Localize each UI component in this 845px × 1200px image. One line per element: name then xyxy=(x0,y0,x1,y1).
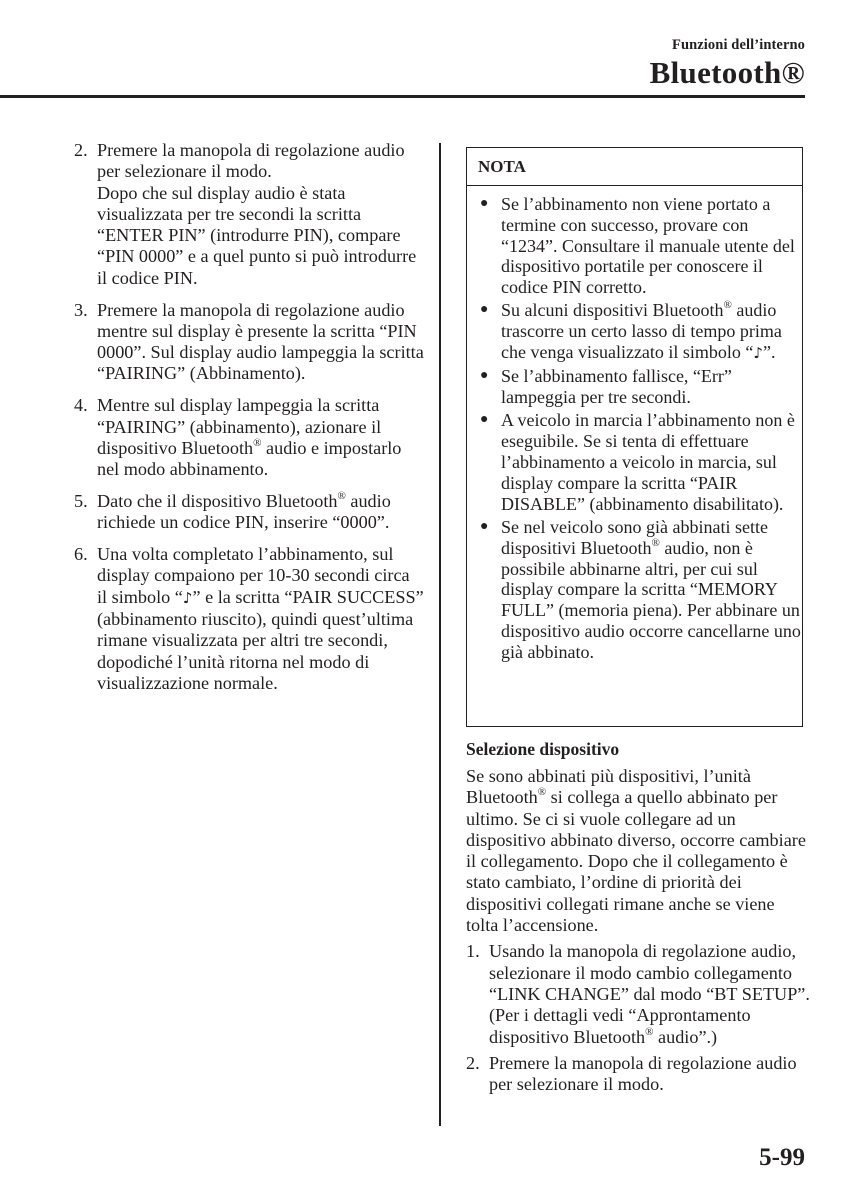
note-text: Su alcuni dispositivi Bluetooth xyxy=(501,300,724,321)
step-text: Premere la manopola di regolazione audio mentre sul display è presente la scritta “PIN 0000”. Sul display audio lampeggia la scritta “PAIRING” (Abbinamento). xyxy=(97,299,424,384)
registered-mark: ® xyxy=(723,299,732,312)
step-text-detail: Dopo che sul display audio è stata visualizzata per tre secondi la scritta “ENTER PIN” (introdurre PIN), compare “PIN 0000” e a quel punto si può introdurre il codice PIN. xyxy=(97,182,417,288)
step-text: audio richiede un codice PIN, inserire “0000”. xyxy=(97,490,391,533)
step-number: 4. xyxy=(74,395,88,416)
intro-text: si collega a quello abbinato per ultimo. Se ci si vuole collegare ad un dispositivo abbinato diverso, occorre cambiare il collegamento. Dopo che il collegamento è stato cambiato, l’ordine di priorità dei dispositivi collegati rimane anche se viene tolta l’accensione. xyxy=(466,787,806,936)
note-item xyxy=(479,517,802,663)
note-text: Se l’abbinamento non viene portato a termine con successo, provare con “1234”. Consultare il manuale utente del dispositivo portatile per conoscere il codice PIN corretto. xyxy=(501,194,795,298)
pairing-steps xyxy=(74,140,424,694)
column-divider xyxy=(439,143,441,1126)
step-number: 1. xyxy=(466,941,480,962)
step-item xyxy=(74,140,424,289)
step-item xyxy=(466,1053,811,1096)
section-header: Funzioni dell’interno xyxy=(671,37,805,53)
step-item xyxy=(466,941,811,1047)
page-number: 5-99 xyxy=(759,1144,805,1171)
step-number: 3. xyxy=(74,299,88,320)
section-title: Selezione dispositivo xyxy=(466,739,620,759)
device-selection-section xyxy=(466,738,811,1100)
step-item xyxy=(74,491,424,534)
step-item xyxy=(74,395,424,480)
music-note-icon: ♪ xyxy=(753,344,763,363)
note-list xyxy=(467,186,802,663)
note-text: ”. xyxy=(763,342,776,363)
bullet-icon: ● xyxy=(480,302,489,318)
link-change-steps xyxy=(466,941,811,1095)
note-text: Se l’abbinamento fallisce, “Err” lampeggia per tre secondi. xyxy=(501,366,732,408)
step-text: ” e la scritta “PAIR SUCCESS” (abbinamento riuscito), quindi quest’ultima rimane visualizzata per altri tre secondi, dopodiché l’unità ritorna nel modo di visualizzazione normale. xyxy=(97,586,424,693)
step-number: 2. xyxy=(466,1052,480,1073)
music-note-icon: ♪ xyxy=(182,588,193,607)
bullet-icon: ● xyxy=(480,518,489,534)
registered-mark: ® xyxy=(337,489,346,502)
note-text: audio trascorre un certo lasso di tempo prima che venga visualizzato il simbolo “ xyxy=(501,300,782,363)
intro-text: Se sono abbinati più dispositivi, l’unità Bluetooth xyxy=(466,766,751,808)
page-title: Bluetooth® xyxy=(649,55,805,90)
step-number: 5. xyxy=(74,490,88,511)
note-text: A veicolo in marcia l’abbinamento non è eseguibile. Se si tenta di effettuare l’abbinamento a veicolo in marcia, sul display compare la scritta “PAIR DISABLE” (abbinamento disabilitato). xyxy=(501,410,795,514)
step-text: Premere la manopola di regolazione audio per selezionare il modo. xyxy=(489,1052,797,1095)
note-text: Se nel veicolo sono già abbinati sette dispositivi Bluetooth xyxy=(501,516,768,558)
step-text: Mentre sul display lampeggia la scritta “PAIRING” (abbinamento), azionare il dispositivo Bluetooth xyxy=(97,395,382,458)
header-rule xyxy=(0,95,805,98)
registered-mark: ® xyxy=(651,536,660,549)
note-title: NOTA xyxy=(467,148,802,186)
left-column xyxy=(74,140,424,705)
section-intro xyxy=(466,766,811,936)
step-item xyxy=(74,300,424,385)
step-text: audio e impostarlo nel modo abbinamento. xyxy=(97,437,402,480)
note-item xyxy=(479,300,802,363)
step-text: Dato che il dispositivo Bluetooth xyxy=(97,490,338,511)
step-number: 6. xyxy=(74,544,88,565)
note-box xyxy=(466,147,803,727)
bullet-icon: ● xyxy=(480,412,489,428)
registered-mark: ® xyxy=(253,436,262,449)
note-item xyxy=(479,194,802,298)
step-item xyxy=(74,544,424,694)
note-item xyxy=(479,366,802,408)
step-text: Una volta completato l’abbinamento, sul display compaiono per 10-30 secondi circa il simbolo “ xyxy=(97,544,410,607)
bullet-icon: ● xyxy=(480,196,489,211)
registered-mark: ® xyxy=(645,1025,654,1038)
note-text: audio, non è possibile abbinarne altri, per cui sul display compare la scritta “MEMORY FULL” (memoria piena). Per abbinare un dispositivo audio occorre cancellarne uno già abbinato. xyxy=(501,537,801,662)
registered-mark: ® xyxy=(537,786,547,799)
step-number: 2. xyxy=(74,140,88,160)
note-item xyxy=(479,410,802,514)
bullet-icon: ● xyxy=(480,368,489,384)
step-text: Premere la manopola di regolazione audio per selezionare il modo. xyxy=(97,140,405,182)
step-text: audio”.) xyxy=(653,1026,718,1047)
step-text: Usando la manopola di regolazione audio, selezionare il modo cambio collegamento “LINK CHANGE” dal modo “BT SETUP”. (Per i dettagli vedi “Approntamento dispositivo Bluetooth xyxy=(489,941,810,1047)
